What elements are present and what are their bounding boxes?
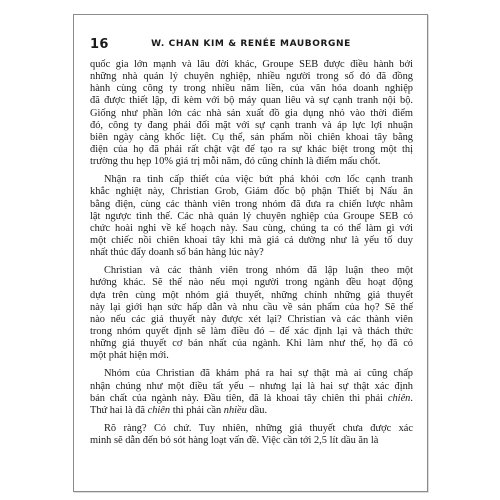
paragraph [90, 265, 413, 362]
text-line: Giống như phần lớn các nhà sản xuất đồ gia dụng nhỏ vào thời điểm [90, 107, 413, 119]
page-number: 16 [90, 37, 109, 52]
paragraph [90, 368, 413, 417]
text-line: dựa trên cùng một nhóm giả thuyết, những chính những giả thuyết [90, 289, 413, 301]
text-line: một phát hiện mới. [90, 350, 169, 362]
text-line: này lại giới hạn sức hấp dẫn và nhu cầu về sản phẩm của họ? Sẽ thế [90, 301, 413, 313]
paragraph [90, 59, 413, 168]
text-line: đã được thiết lập, đi kèm với bộ máy quan liêu và sự cạnh tranh nội bộ. [90, 95, 413, 107]
text-line: Rõ ràng? Có chứ. Tuy nhiên, những giả thuyết chưa được xác [104, 422, 413, 434]
text-line: chức hoài nghi về kế hoạch này. Sau cùng, chúng ta có thể làm gì với [90, 222, 413, 234]
text-line: nhất thúc đẩy doanh số bán hàng lúc này? [90, 247, 264, 259]
text-line: đó, công ty đang phải đối mặt với sự cạnh tranh và áp lực lợi nhuận [90, 119, 413, 131]
text-line: Nhóm của Christian đã khám phá ra hai sự thật mà ai cũng chấp [104, 368, 413, 380]
text-line: bản chất của ngành này. Đầu tiên, đã là khoai tây chiên thì phải chiên. [90, 392, 413, 404]
text-line: điện của họ đã phải rất chật vật để tạo ra sự khác biệt trong một thị [90, 143, 413, 155]
text-line: biên ngày càng khốc liệt. Cụ thể, sản phẩm nồi chiên khoai tây bằng [90, 131, 413, 143]
text-line: một chiếc nồi chiên khoai tây khi mà giá cả dường như là yếu tố duy [90, 234, 413, 246]
text-line: trường thu hẹp 10% giá trị mỗi năm, đó cũng chính là điểm mấu chốt. [90, 156, 381, 168]
paragraph [90, 174, 413, 259]
text-line: minh sẽ dẫn đến bỏ sót hàng loạt vấn đề. Việc cần tới 2,5 lít dầu ăn là [90, 435, 379, 447]
text-line: hành cùng công ty trong nhiều năm liền, của văn hóa doanh nghiệp [90, 83, 413, 95]
body-text [90, 59, 413, 447]
text-line: Nhận ra tình cấp thiết của việc bứt phá khỏi cơn lốc cạnh tranh [104, 174, 413, 186]
text-line: nào nếu các giả thuyết này được xét lại? Christian và các thành viên [90, 313, 413, 325]
page-header [90, 37, 412, 53]
book-page [73, 14, 428, 492]
text-line: trong nhóm quyết định sẽ làm điều đó – để xác định lại và thách thức [90, 325, 413, 337]
text-line: những giả thuyết cơ bản nhất của ngành. Khi làm như thế, họ đã có [90, 338, 413, 350]
text-line: nhận chúng như một điều tất yếu – nhưng lại là hai sự thật xác định [90, 380, 413, 392]
text-line: khắc nghiệt này, Christian Grob, Giám đốc bộ phận Thiết bị Nấu ăn [90, 186, 413, 198]
text-line: lật ngược tình thế. Các nhà quản lý chuyên nghiệp của Groupe SEB có [90, 210, 413, 222]
text-line: bằng điện, cùng các thành viên trong nhóm đã đưa ra chiến lược nhằm [90, 198, 413, 210]
text-line: những nhà quản lý chuyên nghiệp, nhiều người trong số đó đã đồng [90, 71, 413, 83]
text-line: hướng khác. Sẽ thế nào nếu mọi người trong ngành đều hoạt động [90, 277, 413, 289]
text-line: Thứ hai là đã chiên thì phải cần nhiều dầu. [90, 404, 268, 416]
text-line: Christian và các thành viên trong nhóm đã lập luận theo một [104, 265, 413, 277]
paragraph [90, 423, 413, 447]
running-head: W. CHAN KIM & RENÉE MAUBORGNE [151, 39, 351, 49]
text-line: quốc gia lớn mạnh và lâu đời khác, Groupe SEB được điều hành bởi [90, 59, 413, 70]
